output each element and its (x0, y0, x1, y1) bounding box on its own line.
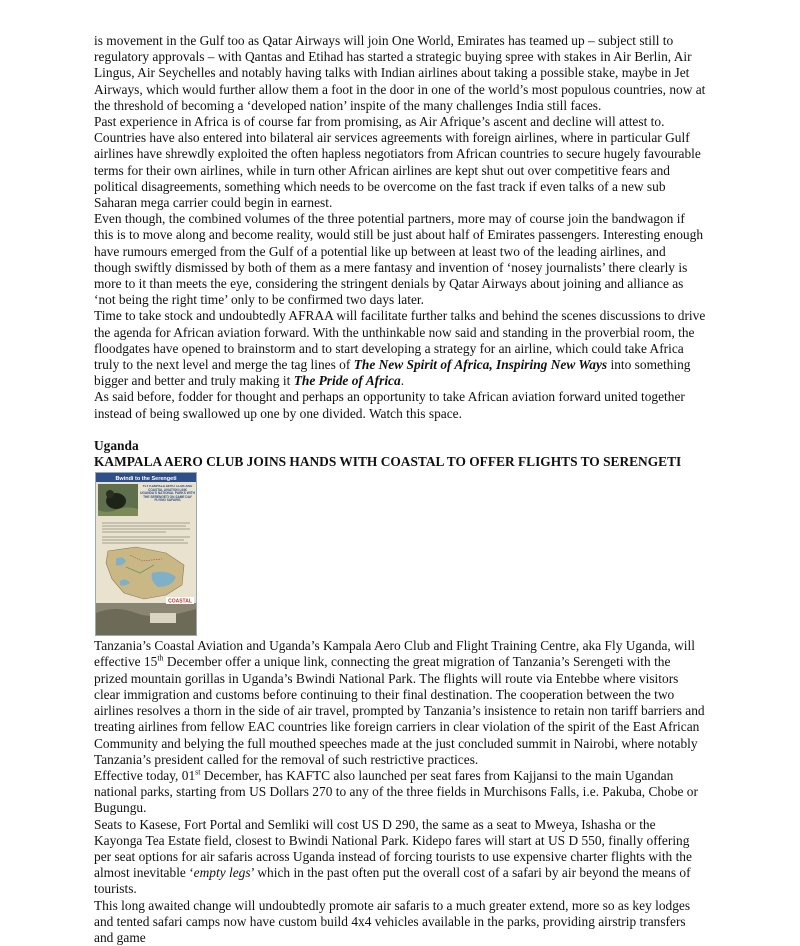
brochure-title: Bwindi to the Serengeti (115, 476, 177, 483)
brochure-blurb: FLY KAMPALA AERO CLUB AND COASTAL AVIATION LINK UGANDA'S NATIONAL PARKS WITH THE SERENGETI ON SAME DAY FLYING SAFARIS (140, 485, 195, 503)
article-headline: KAMPALA AERO CLUB JOINS HANDS WITH COASTAL TO OFFER FLIGHTS TO SERENGETI (94, 454, 682, 470)
paragraph: As said before, fodder for thought and perhaps an opportunity to take African aviation forward united together instead of being swallowed up one by one divided. Watch this space. (94, 389, 685, 421)
paragraph: Seats to Kasese, Fort Portal and Semliki will cost US D 290, the same as a seat to Mweya, Ishasha or the Kayonga Tea Estate field, closest to Bwindi National Park. Kidepo fares will start at US D 550, finally offering per seat options for air safaris across Uganda instead of forcing tourists to use expensive charter flights with the almost inevitable ‘empty legs’ which in the past often put the overall cost of a safari by air beyond the means of tourists. (94, 816, 692, 897)
paragraph: Tanzania’s Coastal Aviation and Uganda’s Kampala Aero Club and Flight Training Centre, aka Fly Uganda, will effective 15th December offer a unique link, connecting the great migration of Tanzania’s Serengeti with the prized mountain gorillas in Uganda’s Bwindi National Park. The flights will route via Entebbe where visitors clear immigration and customs before continuing to their final destination. The cooperation between the two airlines resolves a thorn in the side of air travel, prompted by Tanzania’s insistence to retain non tariff barriers and treating airlines from fellow EAC countries like foreign carriers in clear violation of the spirit of the East African Community and belying the full mouthed speeches made at the just concluded summit in Nairobi, where notably Tanzania’s president called for the removal of such restrictive practices. (94, 638, 705, 767)
paragraph: Time to take stock and undoubtedly AFRAA will facilitate further talks and behind the scenes discussions to drive the agenda for African aviation forward. With the unthinkable now said and standing in the proverbial room, the floodgates have opened to brainstorm and to start developing a strategy for an airline, which could take Africa truly to the next level and merge the tag lines of The New Spirit of Africa, Inspiring New Ways into something bigger and better and truly making it The Pride of Africa. (94, 308, 706, 389)
paragraph: Even though, the combined volumes of the three potential partners, more may of course join the bandwagon if this is to move along and become reality, would still be just about half of Emirates passengers. Interesting enough have rumours emerged from the Gulf of a potential like up between at least two of the leading airlines, and though swiftly dismissed by both of them as a mere fantasy and invention of ‘nosey journalists’ there clearly is more to it than meets the eye, considering the stringent denials by Qatar Airways about joining and alliance as ‘not being the right time’ only to be confirmed two days later. (94, 211, 704, 308)
paragraph: Effective today, 01st December, has KAFTC also launched per seat fares from Kajjansi to the main Ugandan national parks, starting from US Dollars 270 to any of the three fields in Murchisons Falls, i.e. Pakuba, Chobe or Bugungu. (94, 767, 698, 816)
tagline-pride-of-africa: The Pride of Africa (293, 373, 401, 389)
coastal-logo: COASTAL (168, 598, 192, 605)
tagline-new-spirit: The New Spirit of Africa, Inspiring New Ways (353, 357, 608, 373)
brochure-image (95, 472, 197, 636)
paragraph: This long awaited change will undoubtedly promote air safaris to a much greater extend, more so as key lodges and tented safari camps now have custom build 4x4 vehicles available in the parks, providing airstrip transfers and game (94, 897, 691, 945)
paragraph: is movement in the Gulf too as Qatar Airways will join One World, Emirates has teamed up – subject still to regulatory approvals – with Qantas and Etihad has started a strategic buying spree with stakes in Air Berlin, Air Lingus, Air Seychelles and notably having talks with Indian airlines about taking a possible stake, maybe in Jet Airways, which would further allow them a foot in the door in one of the world’s most populous countries, now at the threshold of becoming a ‘developed nation’ inspite of the many challenges India still faces. (94, 33, 706, 113)
paragraph: Past experience in Africa is of course far from promising, as Air Afrique’s ascent and decline will attest to. Countries have also entered into bilateral air services agreements with foreign airlines, where in particular Gulf airlines have shrewdly exploited the often hapless negotiators from African countries to secure hugely favourable terms for their own airlines, while in turn other African airlines are kept shut out over competitive fears and political disagreements, something which needs to be overcome on the fast track if even talks of a new sub Saharan mega carrier could begin in earnest. (94, 114, 701, 211)
article-body (94, 33, 706, 946)
empty-legs-term: empty legs (193, 865, 251, 881)
section-label: Uganda (94, 437, 139, 453)
brochure-graphic (96, 473, 196, 635)
